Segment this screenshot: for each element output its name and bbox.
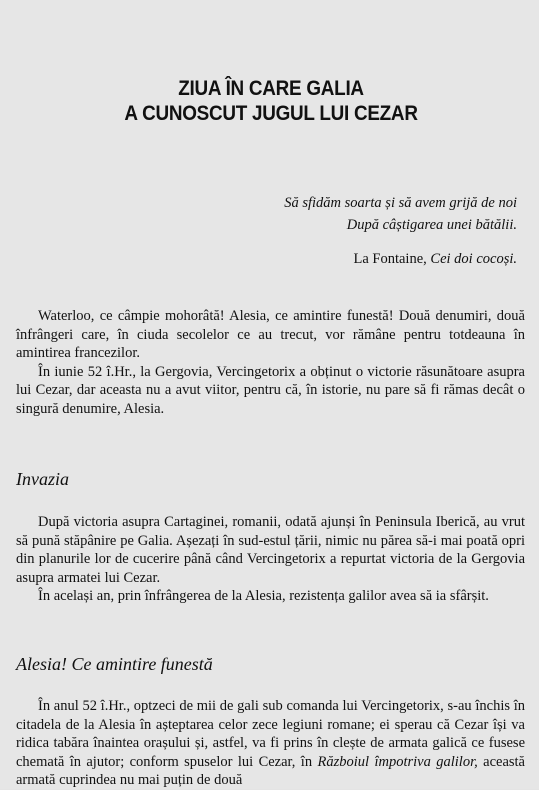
section-heading-invazia: Invazia bbox=[16, 469, 69, 489]
epigraph bbox=[284, 192, 517, 236]
chapter-title-line-1: ZIUA ÎN CARE GALIA bbox=[178, 77, 364, 100]
intro-paragraph-2: În iunie 52 î.Hr., la Gergovia, Vercingetorix a obținut o victorie răsunătoare asupra lui Cezar, dar aceasta nu a avut viitor, pentru că, în istorie, nu pare să fi rămas decât o singură denumire, Alesia. bbox=[16, 363, 525, 417]
section-alesia-text bbox=[16, 697, 525, 790]
epigraph-author: La Fontaine, bbox=[353, 251, 427, 267]
epigraph-attribution bbox=[353, 249, 517, 269]
alesia-paragraph-1 bbox=[16, 697, 525, 790]
intro-text bbox=[16, 307, 525, 419]
alesia-cited-work: Războiul împotriva galilor, bbox=[317, 753, 478, 770]
epigraph-work: Cei doi cocoși. bbox=[430, 251, 517, 267]
section-invazia-text bbox=[16, 513, 525, 606]
chapter-title-line-2: A CUNOSCUT JUGUL LUI CEZAR bbox=[124, 102, 418, 125]
alesia-paragraph-1-end: această armată cuprindea nu mai puțin de două bbox=[16, 753, 525, 789]
alesia-paragraph-1-start: În anul 52 î.Hr., optzeci de mii de gali sub comanda lui Vercingetorix, s-au închis în citadela de la Alesia în așteptarea celor zece legiuni romane; ei sperau că Cezar își va ridica tabăra înaintea orașului și, astfel, va fi prins în clește de armata galică ce fusese chemată în ajutor; conform spuselor lui Cezar, în bbox=[16, 698, 525, 770]
invazia-paragraph-2: În același an, prin înfrângerea de la Alesia, rezistența galilor avea să ia sfârșit. bbox=[38, 588, 489, 605]
intro-paragraph-1: Waterloo, ce câmpie mohorâtă! Alesia, ce amintire funestă! Două denumiri, două înfrângeri care, în ciuda secolelor ce au trecut, vor rămâne pentru totdeauna în amintirea francezilor. bbox=[16, 308, 525, 362]
chapter-title bbox=[29, 76, 514, 126]
epigraph-line-1: Să sfidăm soarta și să avem grijă de noi bbox=[284, 195, 517, 211]
epigraph-line-2: După câștigarea unei bătălii. bbox=[346, 217, 517, 233]
invazia-paragraph-1: După victoria asupra Cartaginei, romanii, odată ajunși în Peninsula Iberică, au vrut să pună stăpânire pe Galia. Așezați în sud-estul țării, nimic nu părea să-i mai poată opri din planurile lor de cucerire până când Vercingetorix a repurtat victoria de la Gergovia asupra armatei lui Cezar. bbox=[16, 514, 525, 586]
section-heading-alesia: Alesia! Ce amintire funestă bbox=[16, 654, 213, 674]
